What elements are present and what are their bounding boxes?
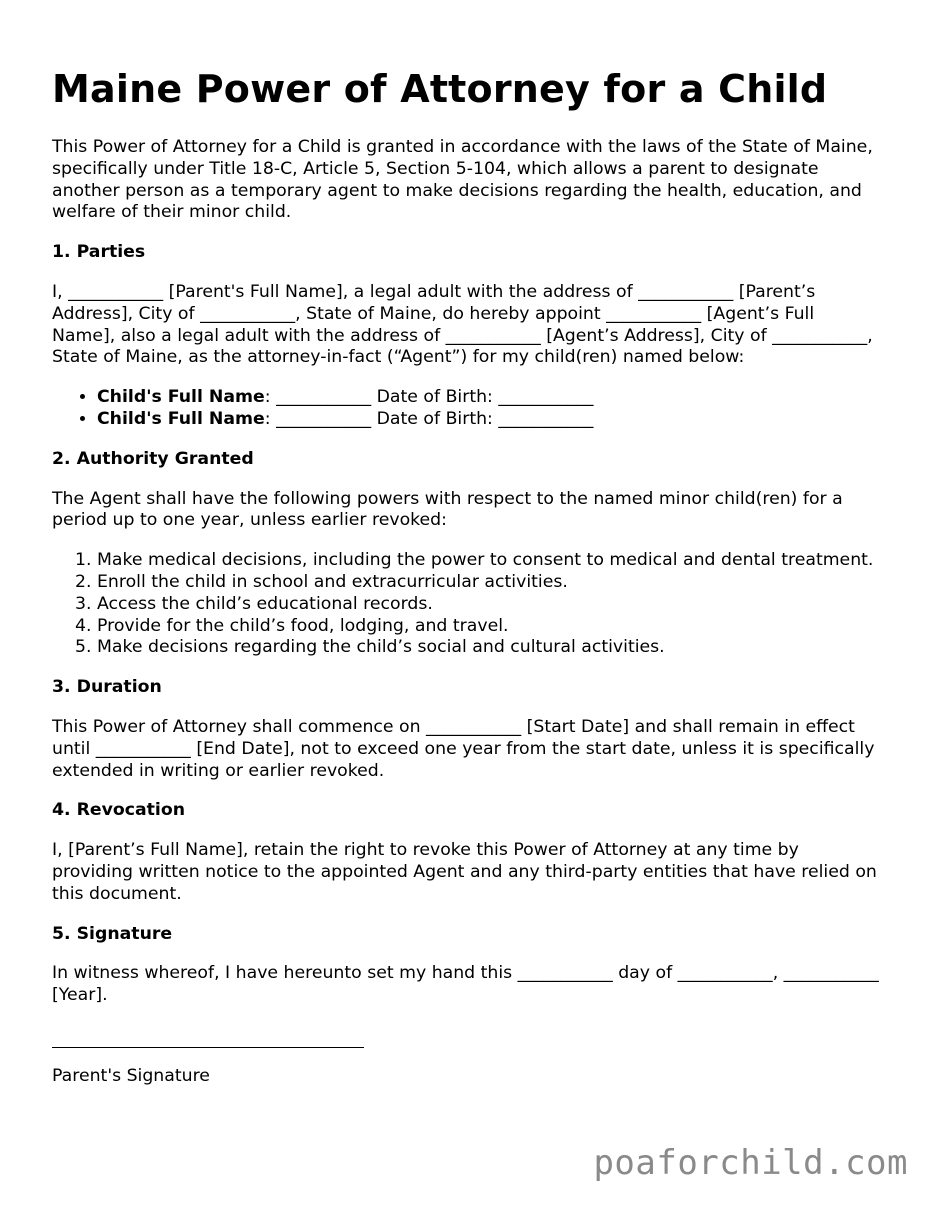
section-heading-duration: 3. Duration [52, 677, 162, 698]
list-item: 3. Access the child’s educational records. [97, 594, 882, 616]
list-item: 4. Provide for the child’s food, lodging, and travel. [97, 616, 882, 638]
authority-paragraph: The Agent shall have the following powers with respect to the named minor child(ren) for a period up to one year, unless earlier revoked: [52, 488, 843, 531]
section-heading-parties: 1. Parties [52, 242, 146, 263]
child-fields: : ___________ Date of Birth: ___________ [264, 387, 594, 408]
list-item [97, 409, 882, 431]
powers-list [52, 550, 882, 659]
child-name-label: Child's Full Name [97, 387, 265, 408]
duration-paragraph: This Power of Attorney shall commence on ___________ [Start Date] and shall remain in effect until ___________ [End Date], not to exceed one year from the start date, unless it is specifically extended in writing or earlier revoked. [52, 716, 875, 781]
list-item: 5. Make decisions regarding the child’s social and cultural activities. [97, 637, 882, 659]
children-list [52, 387, 882, 431]
section-heading-signature: 5. Signature [52, 923, 173, 944]
list-item: 1. Make medical decisions, including the power to consent to medical and dental treatment. [97, 550, 882, 572]
signature-paragraph: In witness whereof, I have hereunto set my hand this ___________ day of ___________, ___________ [Year]. [52, 963, 879, 1006]
list-item [97, 387, 882, 409]
document-page [52, 0, 882, 1088]
section-heading-revocation: 4. Revocation [52, 800, 186, 821]
revocation-paragraph: I, [Parent’s Full Name], retain the right to revoke this Power of Attorney at any time by providing written notice to the appointed Agent and any third-party entities that have relied on this document. [52, 840, 877, 904]
watermark: poaforchild.com [593, 1143, 908, 1183]
list-item: 2. Enroll the child in school and extracurricular activities. [97, 572, 882, 594]
parties-paragraph: I, ___________ [Parent's Full Name], a legal adult with the address of ___________ [Parent’s Address], City of ___________, State of Maine, do hereby appoint ___________ [Agent’s Full Name], also a legal adult with the address of ___________ [Agent’s Address], City of ___________, State of Maine, as the attorney-in-fact (“Agent”) for my child(ren) named below: [52, 281, 873, 368]
signature-line[interactable] [52, 1047, 364, 1048]
child-fields: : ___________ Date of Birth: ___________ [264, 408, 594, 429]
signature-label: Parent's Signature [52, 1065, 210, 1086]
section-heading-authority: 2. Authority Granted [52, 448, 254, 469]
intro-paragraph: This Power of Attorney for a Child is granted in accordance with the laws of the State of Maine, specifically under Title 18-C, Article 5, Section 5-104, which allows a parent to designate another person as a temporary agent to make decisions regarding the health, education, and welfare of their minor child. [52, 137, 873, 223]
document-title: Maine Power of Attorney for a Child [52, 67, 828, 111]
child-name-label: Child's Full Name [97, 408, 265, 429]
